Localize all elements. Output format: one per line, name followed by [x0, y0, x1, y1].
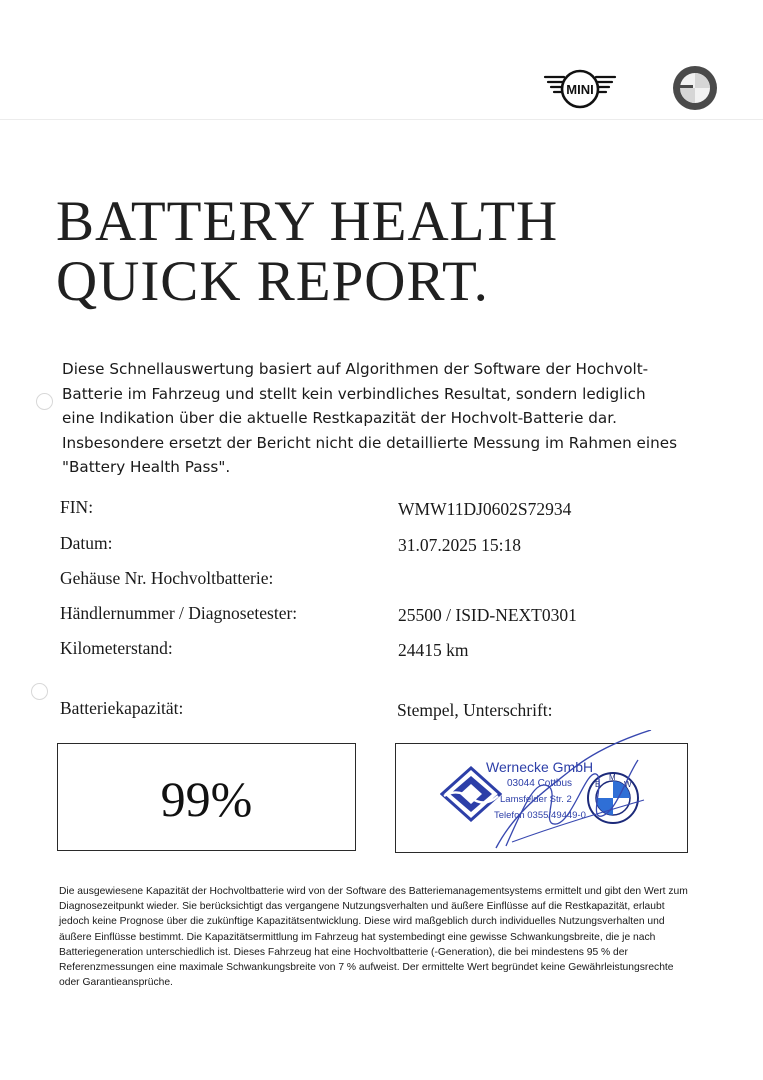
- header-divider: [0, 119, 763, 120]
- intro-paragraph: Diese Schnellauswertung basiert auf Algorithmen der Software der Hochvolt-Batterie im Fahrzeug und stellt kein verbindliches Resultat, sondern lediglich eine Indikation über die aktuelle Restkapazität der Hochvolt-Batterie dar. Insbesondere ersetzt der Bericht nicht die detaillierte Messung im Rahmen eines "Battery Health Pass".: [62, 360, 677, 476]
- stamp-signature-label: Stempel, Unterschrift:: [397, 700, 553, 720]
- date-label: Datum:: [60, 533, 113, 553]
- battery-capacity-box: [57, 743, 356, 851]
- report-title: [56, 192, 616, 312]
- report-title-line2: QUICK REPORT.: [56, 250, 489, 313]
- fin-label: FIN:: [60, 497, 94, 517]
- mileage-label: Kilometerstand:: [60, 638, 173, 658]
- stamp-dealer-street: Lamsfelder Str. 2: [500, 794, 572, 805]
- housing-number-label: Gehäuse Nr. Hochvoltbatterie:: [60, 568, 274, 588]
- mileage-value: 24415 km: [398, 640, 469, 660]
- mini-logo-text: MINI: [566, 82, 594, 97]
- stamp-dealer-city: 03044 Cottbus: [507, 778, 573, 789]
- fin-value: WMW11DJ0602S72934: [398, 499, 572, 519]
- bmw-letter-m: M: [609, 773, 616, 782]
- punch-hole-mark: [36, 393, 53, 410]
- dealer-stamp-box: [395, 743, 688, 853]
- bmw-letter-w: W: [624, 780, 632, 789]
- bmw-i-emblem-icon: [672, 65, 718, 111]
- punch-hole-mark: [31, 683, 48, 700]
- disclaimer-text: Die ausgewiesene Kapazität der Hochvoltbatterie wird von der Software des Batteriemanagementsystems ermittelt und gibt den Wert zum Diagnosezeitpunkt wieder. Sie berücksichtigt das vergangene Nutzungsverhalten und äußere Einflüsse auf die Restkapazität, erlaubt jedoch keine Prognose über die zukünftige Kapazitätsentwicklung. Diese wird maßgeblich durch individuelles Nutzungsverhalten und äußere Einflüsse bestimmt. Die Kapazitätsermittlung im Fahrzeug hat systembedingt eine gewisse Schwankungsbreite, die je nach Batteriegeneration unterschiedlich ist. Dieses Fahrzeug hat eine Hochvoltbatterie (-Generation), die bei mindestens 95 % der Referenzmessungen eine maximale Schwankungsbreite von 7 % aufweist. Der ermittelte Wert begründet keine Gewährleistungsrechte oder Garantieansprüche.: [59, 886, 688, 989]
- bmw-letter-b: B: [595, 780, 601, 789]
- mini-logo-icon: [542, 66, 618, 112]
- dealer-number-value: 25500 / ISID-NEXT0301: [398, 605, 577, 625]
- battery-capacity-value: 99%: [160, 771, 253, 827]
- dealer-number-label: Händlernummer / Diagnosetester:: [60, 603, 298, 623]
- report-title-line1: BATTERY HEALTH: [56, 190, 559, 253]
- battery-capacity-label: Batteriekapazität:: [60, 698, 184, 718]
- stamp-dealer-name: Wernecke GmbH: [486, 759, 594, 775]
- stamp-dealer-phone: Telefon 0355/49449-0: [494, 810, 586, 821]
- date-value: 31.07.2025 15:18: [398, 535, 521, 555]
- handwritten-signature: [476, 730, 676, 854]
